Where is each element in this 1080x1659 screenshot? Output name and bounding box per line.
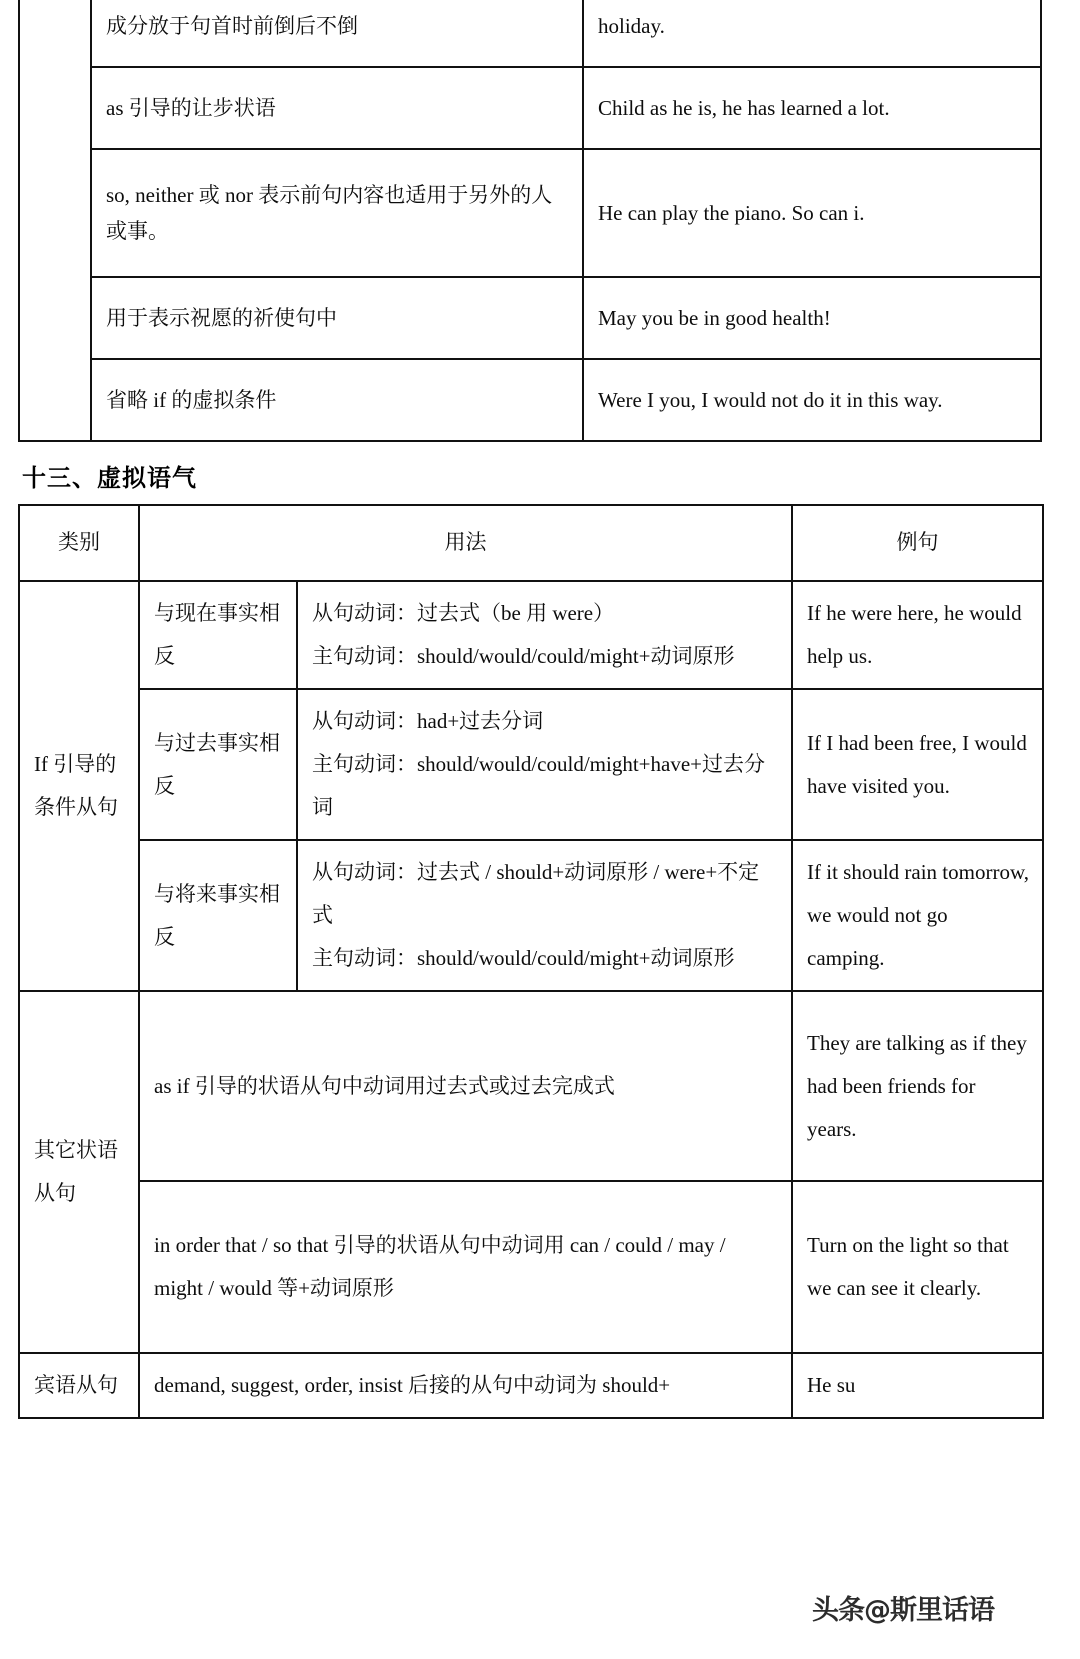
usage-line: 从句动词：过去式 / should+动词原形 / were+不定式 bbox=[312, 860, 760, 928]
header-category: 类别 bbox=[19, 505, 139, 581]
page-title: 十三、虚拟语气 bbox=[22, 464, 197, 492]
table-row bbox=[19, 991, 1043, 1181]
usage-cell bbox=[139, 1353, 792, 1418]
example-cell: If I had been free, I would have visited you. bbox=[792, 689, 1043, 840]
usage-line: in order that / so that 引导的状语从句中动词用 can / could / may / might / would 等+动词原形 bbox=[154, 1233, 726, 1301]
usage-line: demand, suggest, order, insist 后接的从句中动词为 should+ bbox=[154, 1373, 671, 1398]
example-cell: They are talking as if they had been friends for years. bbox=[792, 991, 1043, 1181]
category-cell-if-clause: If 引导的条件从句 bbox=[19, 581, 139, 991]
table-row bbox=[19, 689, 1043, 840]
inversion-example-cell: holiday. bbox=[583, 0, 1041, 67]
table-header-row bbox=[19, 505, 1043, 581]
inversion-example-cell: May you be in good health! bbox=[583, 277, 1041, 359]
example-cell: Turn on the light so that we can see it clearly. bbox=[792, 1181, 1043, 1353]
table-row bbox=[19, 0, 1041, 67]
usage-line: as if 引导的状语从句中动词用过去式或过去完成式 bbox=[154, 1073, 615, 1098]
usage-line: 主句动词：should/would/could/might+动词原形 bbox=[312, 644, 735, 669]
inversion-usage-cell: 省略 if 的虚拟条件 bbox=[91, 359, 583, 441]
table-row bbox=[19, 1181, 1043, 1353]
table-row bbox=[19, 840, 1043, 991]
table-row bbox=[19, 67, 1041, 149]
inversion-example-cell: He can play the piano. So can i. bbox=[583, 149, 1041, 277]
inversion-table bbox=[18, 0, 1042, 442]
category-cell-other-adverbial: 其它状语从句 bbox=[19, 991, 139, 1353]
table-row bbox=[19, 149, 1041, 277]
inversion-category-cell bbox=[19, 0, 91, 441]
subcategory-cell: 与现在事实相反 bbox=[139, 581, 297, 689]
inversion-usage-cell: so, neither 或 nor 表示前句内容也适用于另外的人或事。 bbox=[91, 149, 583, 277]
subcategory-cell: 与将来事实相反 bbox=[139, 840, 297, 991]
usage-line: 从句动词：had+过去分词 bbox=[312, 709, 544, 734]
watermark: 头条@斯里话语 bbox=[812, 1595, 994, 1626]
table-row bbox=[19, 581, 1043, 689]
usage-cell bbox=[139, 991, 792, 1181]
subcategory-cell: 与过去事实相反 bbox=[139, 689, 297, 840]
example-cell: If he were here, he would help us. bbox=[792, 581, 1043, 689]
inversion-example-cell: Were I you, I would not do it in this way. bbox=[583, 359, 1041, 441]
example-cell: He su bbox=[792, 1353, 1043, 1418]
usage-line: 主句动词：should/would/could/might+动词原形 bbox=[312, 946, 735, 971]
example-cell: If it should rain tomorrow, we would not go camping. bbox=[792, 840, 1043, 991]
usage-cell bbox=[297, 689, 792, 840]
header-example: 例句 bbox=[792, 505, 1043, 581]
table-row bbox=[19, 359, 1041, 441]
table-row bbox=[19, 1353, 1043, 1418]
inversion-example-cell: Child as he is, he has learned a lot. bbox=[583, 67, 1041, 149]
inversion-usage-cell: 成分放于句首时前倒后不倒 bbox=[91, 0, 583, 67]
inversion-usage-cell: as 引导的让步状语 bbox=[91, 67, 583, 149]
table-row bbox=[19, 277, 1041, 359]
usage-line: 主句动词：should/would/could/might+have+过去分词 bbox=[312, 752, 765, 820]
usage-cell bbox=[139, 1181, 792, 1353]
usage-line: 从句动词：过去式（be 用 were） bbox=[312, 601, 615, 625]
usage-cell bbox=[297, 581, 792, 689]
category-cell-object-clause: 宾语从句 bbox=[19, 1353, 139, 1418]
subjunctive-table bbox=[18, 504, 1044, 1419]
usage-cell bbox=[297, 840, 792, 991]
inversion-usage-cell: 用于表示祝愿的祈使句中 bbox=[91, 277, 583, 359]
header-usage: 用法 bbox=[139, 505, 792, 581]
